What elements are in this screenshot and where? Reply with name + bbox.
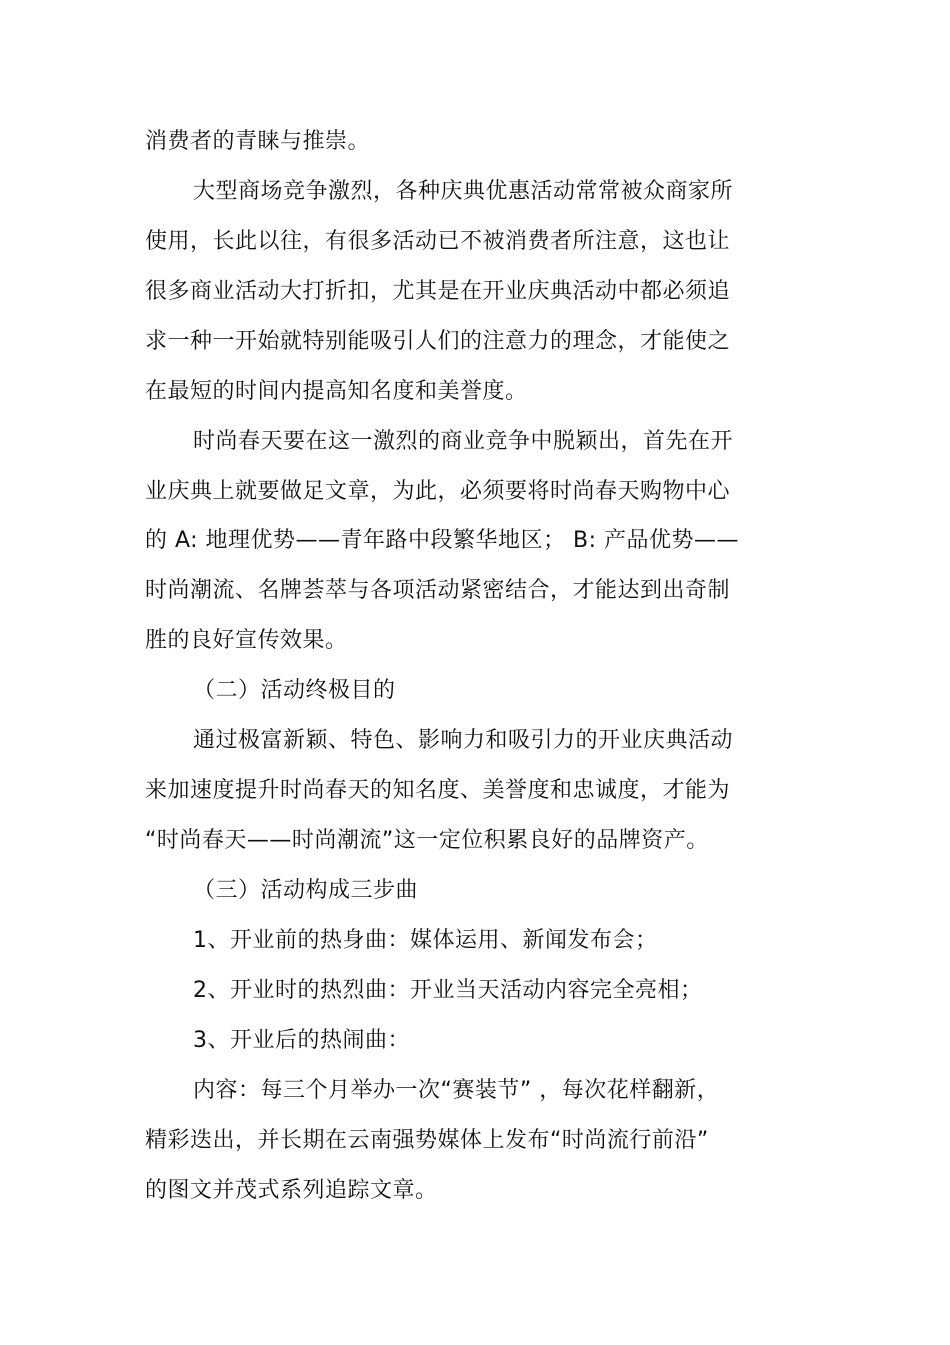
text-line: 使用，长此以往，有很多活动已不被消费者所注意，这也让 [145,229,731,254]
paragraph-start: 通过极富新颖、特色、影响力和吸引力的开业庆典活动 [193,728,734,753]
text-line: 的图文并茂式系列追踪文章。 [145,1178,438,1203]
list-item: 1、开业前的热身曲：媒体运用、新闻发布会； [193,928,658,953]
paragraph-start: 时尚春天要在这一激烈的商业竞争中脱颖出，首先在开 [193,429,734,454]
text-line: 很多商业活动大打折扣，尤其是在开业庆典活动中都必须追 [145,279,731,304]
text-line: 业庆典上就要做足文章，为此，必须要将时尚春天购物中心 [145,479,731,504]
text-line: 的 A: 地理优势——青年路中段繁华地区； B: 产品优势—— [145,528,740,553]
text-line: “时尚春天——时尚潮流”这一定位积累良好的品牌资产。 [145,828,709,853]
text-line: 求一种一开始就特别能吸引人们的注意力的理念，才能使之 [145,329,731,354]
text-line: 时尚潮流、名牌荟萃与各项活动紧密结合，才能达到出奇制 [145,578,731,603]
text-line: 精彩迭出，并长期在云南强势媒体上发布“时尚流行前沿” [145,1128,709,1153]
paragraph-start: 大型商场竞争激烈，各种庆典优惠活动常常被众商家所 [193,179,734,204]
paragraph-start: 内容：每三个月举办一次“赛装节” ，每次花样翻新， [193,1078,720,1103]
text-line: 消费者的青睐与推崇。 [145,129,371,154]
text-line: 胜的良好宣传效果。 [145,628,348,653]
list-item: 2、开业时的热烈曲：开业当天活动内容完全亮相； [193,978,703,1003]
section-heading: （二）活动终极目的 [193,678,396,703]
text-line: 来加速度提升时尚春天的知名度、美誉度和忠诚度，才能为 [145,778,731,803]
text-line: 在最短的时间内提高知名度和美誉度。 [145,379,528,404]
section-heading: （三）活动构成三步曲 [193,878,419,903]
list-item: 3、开业后的热闹曲： [193,1028,410,1053]
